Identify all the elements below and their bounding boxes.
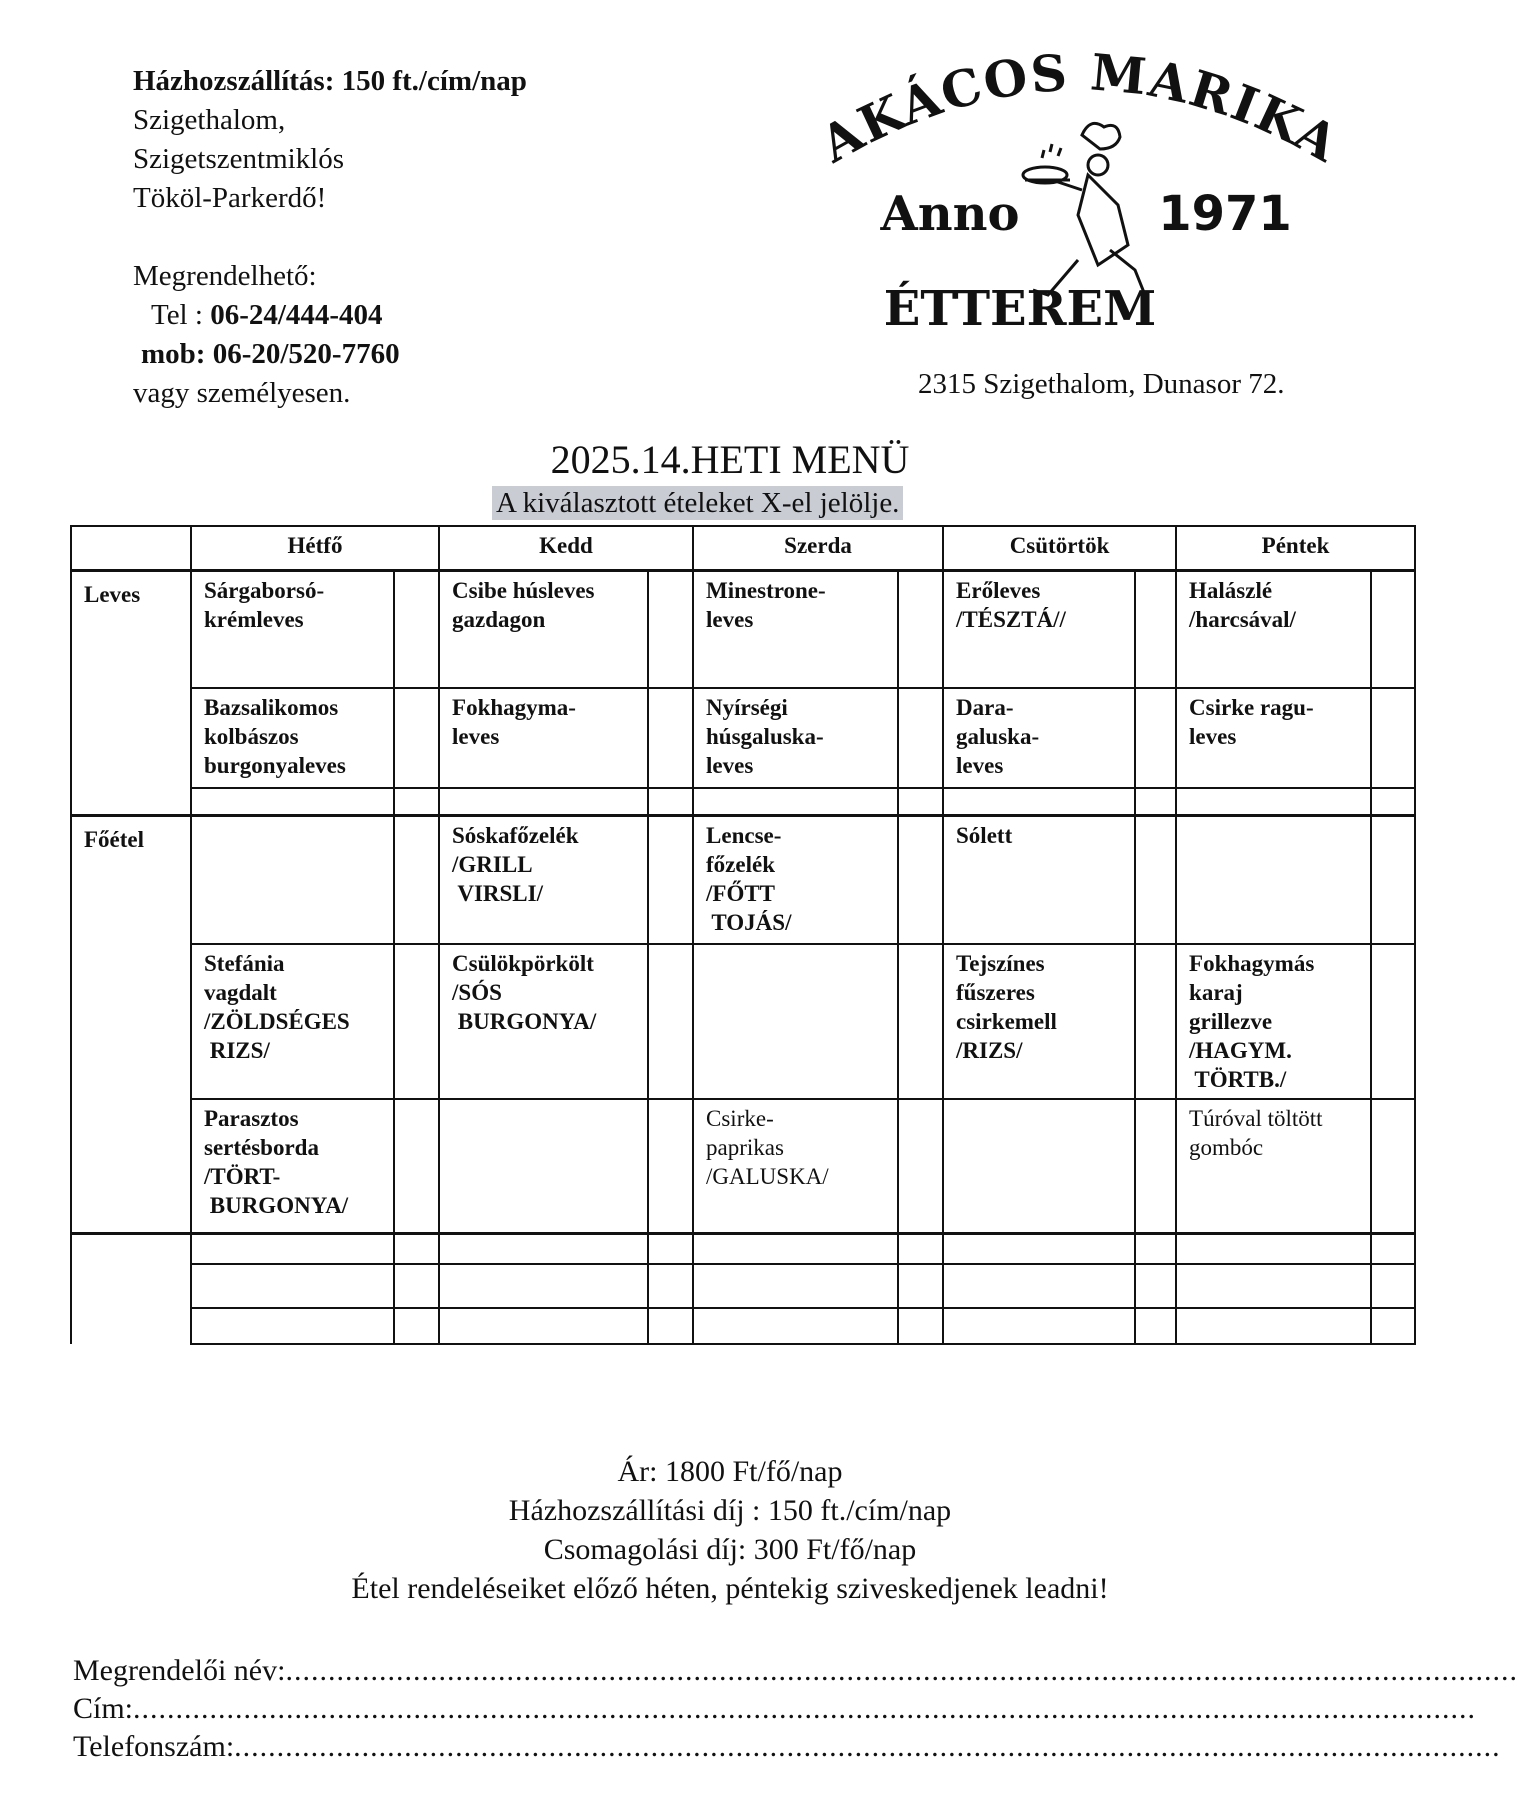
delivery-area: Tököl-Parkerdő! [133, 182, 327, 214]
selection-checkbox[interactable] [898, 1234, 943, 1264]
dish-cell: Dara- galuska- leves [943, 688, 1135, 788]
soup-category-label: Leves [71, 571, 191, 816]
soup-row [71, 688, 1415, 788]
selection-checkbox[interactable] [1371, 1308, 1415, 1344]
dish-cell: Bazsalikomos kolbászos burgonyaleves [191, 688, 394, 788]
selection-checkbox[interactable] [1135, 1234, 1176, 1264]
selection-checkbox[interactable] [394, 1234, 439, 1264]
empty-cell [191, 1308, 394, 1344]
selection-checkbox[interactable] [1371, 1234, 1415, 1264]
dish-cell [191, 816, 394, 944]
corner-cell [71, 526, 191, 571]
blank-row [71, 1264, 1415, 1308]
soup-row [71, 571, 1415, 688]
selection-checkbox[interactable] [898, 1099, 943, 1234]
empty-cell [943, 788, 1135, 816]
empty-cell [191, 788, 394, 816]
logo-restaurant: ÉTTEREM [883, 281, 1157, 337]
customer-name-field[interactable] [73, 1652, 1518, 1690]
dish-cell: Minestrone- leves [693, 571, 898, 688]
selection-checkbox[interactable] [394, 571, 439, 688]
phone-label: Telefonszám: [73, 1730, 235, 1763]
order-label: Megrendelhető: [133, 260, 317, 292]
blank-row [71, 1234, 1415, 1264]
dotted-line: ..................................................................................................................................................... [234, 1730, 1501, 1763]
empty-cell [943, 1264, 1135, 1308]
delivery-area: Szigetszentmiklós [133, 143, 345, 175]
dotted-line: .............................................................................................................................................................. [133, 1692, 1477, 1725]
selection-checkbox[interactable] [648, 571, 693, 688]
soup-spare-row [71, 788, 1415, 816]
selection-checkbox[interactable] [898, 788, 943, 816]
empty-cell [1176, 1264, 1371, 1308]
selection-checkbox[interactable] [394, 816, 439, 944]
customer-name-label: Megrendelői név: [73, 1654, 286, 1687]
empty-cell [1176, 788, 1371, 816]
dish-cell [1176, 816, 1371, 944]
selection-checkbox[interactable] [1135, 816, 1176, 944]
menu-instruction: A kiválasztott ételeket X-el jelölje. [492, 486, 903, 520]
empty-cell [439, 1234, 648, 1264]
day-header: Kedd [439, 526, 693, 571]
empty-cell [439, 1308, 648, 1344]
selection-checkbox[interactable] [1135, 688, 1176, 788]
address-field[interactable] [73, 1690, 1477, 1728]
dish-cell [693, 944, 898, 1099]
selection-checkbox[interactable] [1135, 1099, 1176, 1234]
svg-text:AKÁCOS MARIKA [820, 42, 1340, 174]
empty-cell [943, 1234, 1135, 1264]
price-text: Ár: 1800 Ft/fő/nap [617, 1455, 843, 1488]
dish-cell: Halászlé /harcsával/ [1176, 571, 1371, 688]
dish-cell: Erőleves /TÉSZTÁ// [943, 571, 1135, 688]
selection-checkbox[interactable] [394, 944, 439, 1099]
selection-checkbox[interactable] [1135, 1308, 1176, 1344]
day-header: Hétfő [191, 526, 439, 571]
delivery-fee-text: Házhozszállítási díj : 150 ft./cím/nap [508, 1494, 952, 1527]
tel-number: 06-24/444-404 [210, 299, 383, 331]
header-row [71, 526, 1415, 571]
address-label: Cím: [73, 1692, 134, 1725]
dish-cell: Sóskafőzelék /GRILL VIRSLI/ [439, 816, 648, 944]
selection-checkbox[interactable] [1135, 788, 1176, 816]
selection-checkbox[interactable] [648, 1264, 693, 1308]
main-row [71, 1099, 1415, 1234]
mob-number: 06-20/520-7760 [212, 338, 400, 370]
phone-field[interactable] [73, 1728, 1501, 1766]
day-header: Szerda [693, 526, 943, 571]
selection-checkbox[interactable] [1371, 688, 1415, 788]
dish-cell: Csülökpörkölt /SÓS BURGONYA/ [439, 944, 648, 1099]
packaging-fee-text: Csomagolási díj: 300 Ft/fő/nap [543, 1533, 917, 1566]
selection-checkbox[interactable] [648, 788, 693, 816]
selection-checkbox[interactable] [648, 688, 693, 788]
dish-cell: Parasztos sertésborda /TÖRT- BURGONYA/ [191, 1099, 394, 1234]
dish-cell: Csirke- paprikas /GALUSKA/ [693, 1099, 898, 1234]
tel-label: Tel : [151, 299, 211, 331]
selection-checkbox[interactable] [898, 1264, 943, 1308]
dish-cell: Nyírségi húsgaluska- leves [693, 688, 898, 788]
delivery-area: Szigethalom, [133, 104, 286, 136]
delivery-info [133, 62, 527, 413]
selection-checkbox[interactable] [394, 1264, 439, 1308]
menu-title: 2025.14.HETI MENÜ [550, 437, 910, 482]
logo-year: 1971 [1158, 186, 1292, 242]
dish-cell: Sólett [943, 816, 1135, 944]
selection-checkbox[interactable] [394, 788, 439, 816]
selection-checkbox[interactable] [648, 1234, 693, 1264]
dish-cell [439, 1099, 648, 1234]
dish-cell: Lencse- főzelék /FŐTT TOJÁS/ [693, 816, 898, 944]
selection-checkbox[interactable] [1135, 1264, 1176, 1308]
selection-checkbox[interactable] [898, 1308, 943, 1344]
dish-cell: Fokhagymás karaj grillezve /HAGYM. TÖRTB./ [1176, 944, 1371, 1099]
blank-row [71, 1308, 1415, 1344]
order-deadline-notice: Étel rendeléseiket előző héten, péntekig sziveskedjenek leadni! [351, 1572, 1109, 1605]
selection-checkbox[interactable] [648, 1308, 693, 1344]
selection-checkbox[interactable] [1371, 944, 1415, 1099]
selection-checkbox[interactable] [898, 944, 943, 1099]
empty-cell [693, 1234, 898, 1264]
empty-cell [693, 788, 898, 816]
selection-checkbox[interactable] [648, 1099, 693, 1234]
selection-checkbox[interactable] [1135, 944, 1176, 1099]
selection-checkbox[interactable] [1371, 816, 1415, 944]
empty-cell [693, 1308, 898, 1344]
delivery-headline: Házhozszállítás: 150 ft./cím/nap [133, 65, 527, 97]
restaurant-logo [820, 40, 1340, 370]
order-form [73, 1652, 1518, 1766]
dish-cell: Túróval töltött gombóc [1176, 1099, 1371, 1234]
dotted-line: ................................................................................................................................................. [285, 1654, 1518, 1687]
restaurant-address: 2315 Szigethalom, Dunasor 72. [918, 368, 1285, 400]
dish-cell [943, 1099, 1135, 1234]
pricing-info [0, 1452, 1460, 1608]
empty-cell [191, 1234, 394, 1264]
logo-name: KÁCOS MARIK [849, 42, 1311, 155]
selection-checkbox[interactable] [648, 816, 693, 944]
selection-checkbox[interactable] [898, 571, 943, 688]
selection-checkbox[interactable] [1371, 1264, 1415, 1308]
selection-checkbox[interactable] [394, 1308, 439, 1344]
selection-checkbox[interactable] [1371, 1099, 1415, 1234]
dish-cell: Fokhagyma- leves [439, 688, 648, 788]
running-chef-icon [1023, 123, 1145, 295]
dish-cell: Stefánia vagdalt /ZÖLDSÉGES RIZS/ [191, 944, 394, 1099]
empty-cell [943, 1308, 1135, 1344]
dish-cell: Sárgaborsó- krémleves [191, 571, 394, 688]
empty-cell [191, 1264, 394, 1308]
main-row [71, 816, 1415, 944]
day-header: Csütörtök [943, 526, 1176, 571]
main-row [71, 944, 1415, 1099]
selection-checkbox[interactable] [898, 816, 943, 944]
empty-cell [439, 1264, 648, 1308]
blank-category-cell [71, 1234, 191, 1344]
in-person-text: vagy személyesen. [133, 377, 351, 409]
dish-cell: Csirke ragu- leves [1176, 688, 1371, 788]
dish-cell: Tejszínes fűszeres csirkemell /RIZS/ [943, 944, 1135, 1099]
empty-cell [439, 788, 648, 816]
mob-label: mob: [141, 338, 213, 370]
dish-cell: Csibe húsleves gazdagon [439, 571, 648, 688]
selection-checkbox[interactable] [394, 688, 439, 788]
empty-cell [1176, 1308, 1371, 1344]
logo-anno: Anno [880, 186, 1020, 242]
weekly-menu-table [70, 525, 1416, 1345]
empty-cell [693, 1264, 898, 1308]
empty-cell [1176, 1234, 1371, 1264]
selection-checkbox[interactable] [1135, 571, 1176, 688]
selection-checkbox[interactable] [1371, 571, 1415, 688]
day-header: Péntek [1176, 526, 1415, 571]
selection-checkbox[interactable] [1371, 788, 1415, 816]
selection-checkbox[interactable] [898, 688, 943, 788]
selection-checkbox[interactable] [648, 944, 693, 1099]
main-category-label: Főétel [71, 816, 191, 1234]
selection-checkbox[interactable] [394, 1099, 439, 1234]
